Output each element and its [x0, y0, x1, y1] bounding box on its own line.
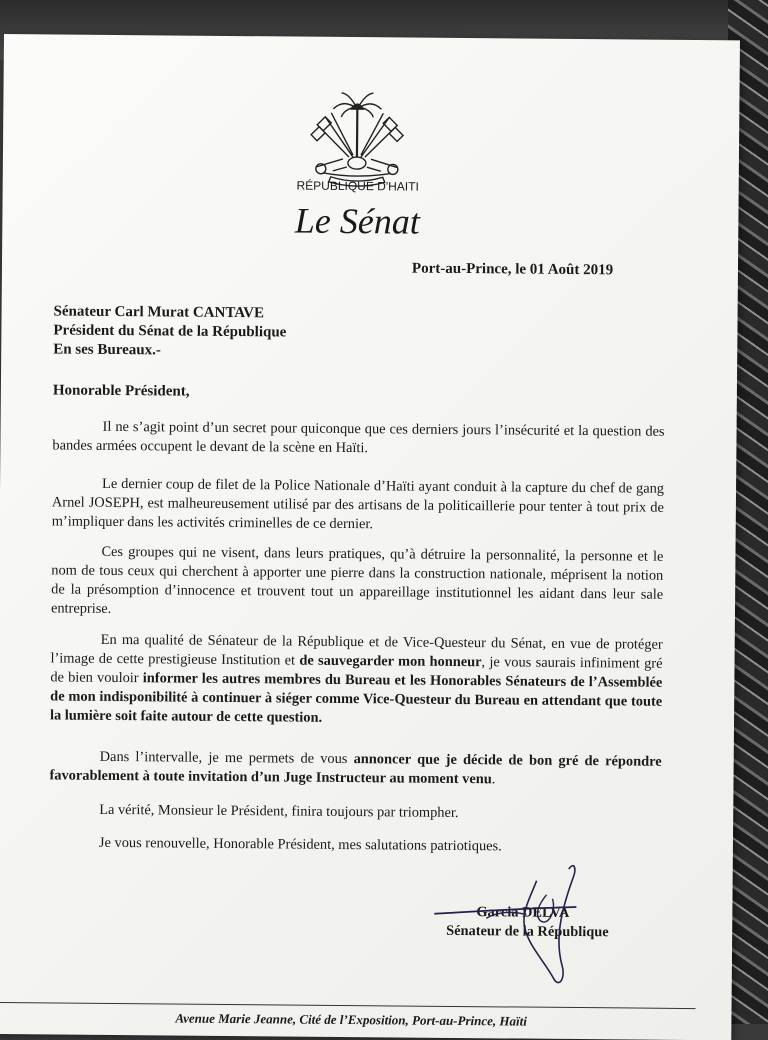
paragraph-4-emphasis-honneur: de sauvegarder mon honneur [299, 652, 482, 671]
paragraph-4 [50, 630, 663, 730]
paragraph-5-part-a: Dans l’intervalle, je me permets de vous [99, 748, 354, 768]
recipient-name: Sénateur Carl Murat CANTAVE [53, 303, 265, 322]
paragraph-5-part-c: . [491, 771, 496, 788]
salutation: Honorable Président, [52, 382, 190, 400]
recipient-block [53, 302, 286, 361]
paragraph-4-part-c: , je vous saurais infiniment gré de bien vouloir [50, 654, 663, 687]
paragraph-5-emphasis: annoncer que je décide de bon gré de répondre favorablement à toute invitation d’un Juge Instructeur au moment venu [49, 751, 662, 788]
recipient-title: Président du Sénat de la République [53, 322, 287, 341]
footer-divider [0, 1002, 696, 1009]
signer-name: Garcia DELVA [476, 904, 570, 921]
recipient-location: En ses Bureaux.- [53, 341, 161, 359]
paragraph-5 [49, 747, 661, 790]
footer-address: Avenue Marie Jeanne, Cité de l’Exposition, Port-au-Prince, Haïti [175, 1010, 527, 1029]
paragraph-7: Je vous renouvelle, Honorable Président, mes salutations patriotiques. [98, 834, 502, 855]
paragraph-1: Il ne s’agit point d’un secret pour quiconque que ces derniers jours l’insécurité et la question des bandes armées occupent le devant de la scène en Haïti. [52, 418, 665, 457]
paragraph-4-part-a: En ma qualité de Sénateur de la République et de Vice-Questeur du Sénat, en vue de protéger l’image de cette prestigieuse Institution et [50, 631, 663, 669]
paragraph-2: Le dernier coup de filet de la Police Nationale d’Haïti ayant conduit à la capture du chef de gang Arnel JOSEPH, est malheureusement utilisé par des artisans de la politicaillerie pour tenter à tout prix de m’impliquer dans les activités criminelles de ce dernier. [51, 475, 665, 533]
paragraph-4-emphasis-request: informer les autres membres du Bureau et les Honorables Sénateurs de l’Assemblée de mon indisponibilité à continuer à siéger comme Vice-Questeur du Bureau en attendant que toute la lumière soit faite autour de cette question. [49, 670, 663, 726]
letter-page [0, 34, 740, 1040]
letterhead-institution: Le Sénat [294, 200, 421, 242]
signer-title: Sénateur de la République [446, 922, 609, 941]
haiti-coat-of-arms-icon [303, 87, 412, 190]
paragraph-6: La vérité, Monsieur le Président, finira toujours par triompher. [99, 801, 459, 821]
date-line: Port-au-Prince, le 01 Août 2019 [411, 260, 614, 279]
handwritten-signature-icon [426, 838, 587, 989]
paragraph-3: Ces groupes qui ne visent, dans leurs pratiques, qu’à détruire la personnalité, la personne et le nom de tous ceux qui cherchent à apporter une pierre dans la construction nationale, méprisent la notion de la présomption d’innocence et trouvent tout un appareillage institutionnel les aidant dans leur sale entreprise. [50, 543, 664, 617]
letterhead-republic: RÉPUBLIQUE D'HAITI [296, 178, 419, 194]
